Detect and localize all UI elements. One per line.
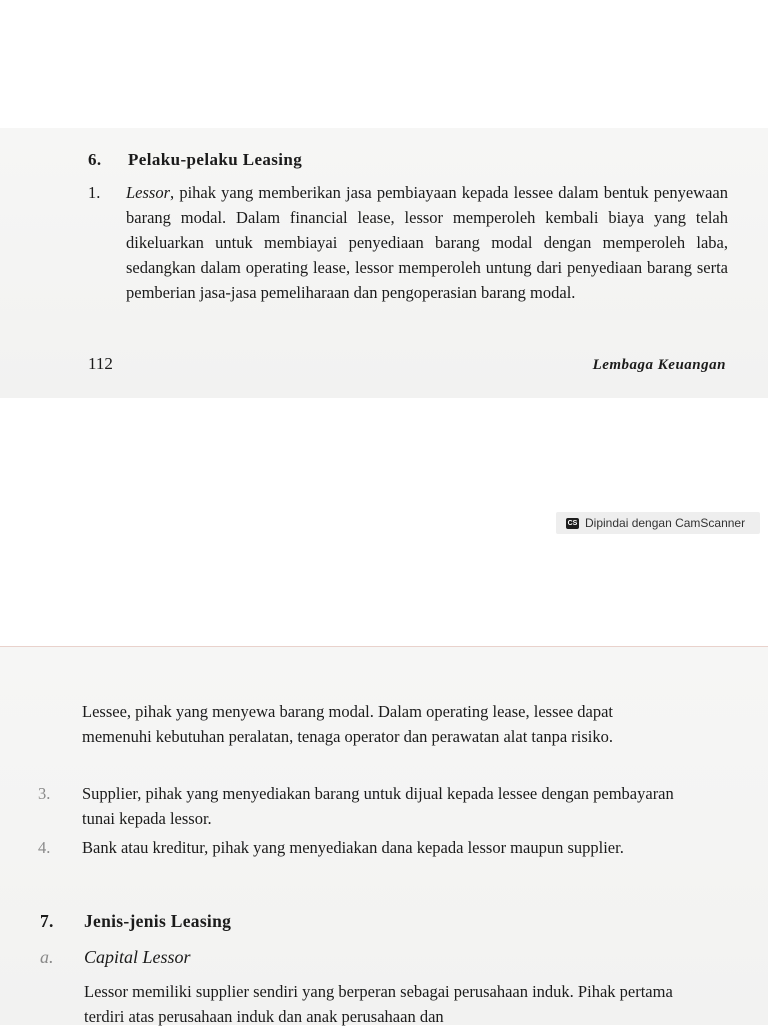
supplier-definition: Supplier, pihak yang menyediakan barang untuk dijual kepada lessee dengan pembayaran tunai kepada lessor. [82,784,674,828]
list-item-text [126,180,728,305]
bank-definition: Bank atau kreditur, pihak yang menyediakan dana kepada lessor maupun supplier. [82,838,624,857]
section-title: Jenis-jenis Leasing [84,911,232,931]
section-heading-6 [88,150,302,170]
capital-lessor-text: Lessor memiliki supplier sendiri yang berperan sebagai perusahaan induk. Pihak pertama terdiri atas perusahaan induk dan anak perusahaan dan [84,982,673,1026]
camscanner-badge [556,512,760,534]
camscanner-logo-icon: CS [567,519,578,527]
list-marker: 3. [38,784,51,803]
page-number: 112 [88,354,113,373]
running-footer-title: Lembaga Keuangan [592,357,726,373]
list-item-supplier [38,781,682,831]
scanned-page-bottom [0,646,768,1025]
lessor-definition: , pihak yang memberikan jasa pembiayaan kepada lessee dalam bentuk penyewaan barang modal. Dalam financial lease, lessor memperoleh kembali biaya yang telah dikeluarkan untuk membiayai penyediaan barang modal dengan memperoleh laba, sedangkan dalam operating lease, lessor memperoleh untung dari penyediaan barang serta pemberian jasa-jasa pemeliharaan dan pengoperasian barang modal. [126,183,728,302]
subsection-heading-a [40,947,191,968]
lessee-definition: Lessee, pihak yang menyewa barang modal. Dalam operating lease, lessee dapat memenuhi kebutuhan peralatan, tenaga operator dan perawatan alat tanpa risiko. [82,702,613,746]
list-item-bank [38,835,682,860]
section-heading-7 [40,911,231,932]
paragraph-capital-lessor [84,979,684,1029]
subsection-title: Capital Lessor [84,947,191,967]
list-item-lessee [82,699,682,749]
list-item-lessor [88,180,728,305]
term-lessor: Lessor [126,183,171,202]
section-number: 6. [88,150,102,169]
subsection-marker: a. [40,947,54,967]
list-marker: 4. [38,838,51,857]
camscanner-label: Dipindai dengan CamScanner [585,516,746,530]
section-title: Pelaku-pelaku Leasing [128,150,303,169]
section-number: 7. [40,911,54,931]
list-marker: 1. [88,183,101,202]
